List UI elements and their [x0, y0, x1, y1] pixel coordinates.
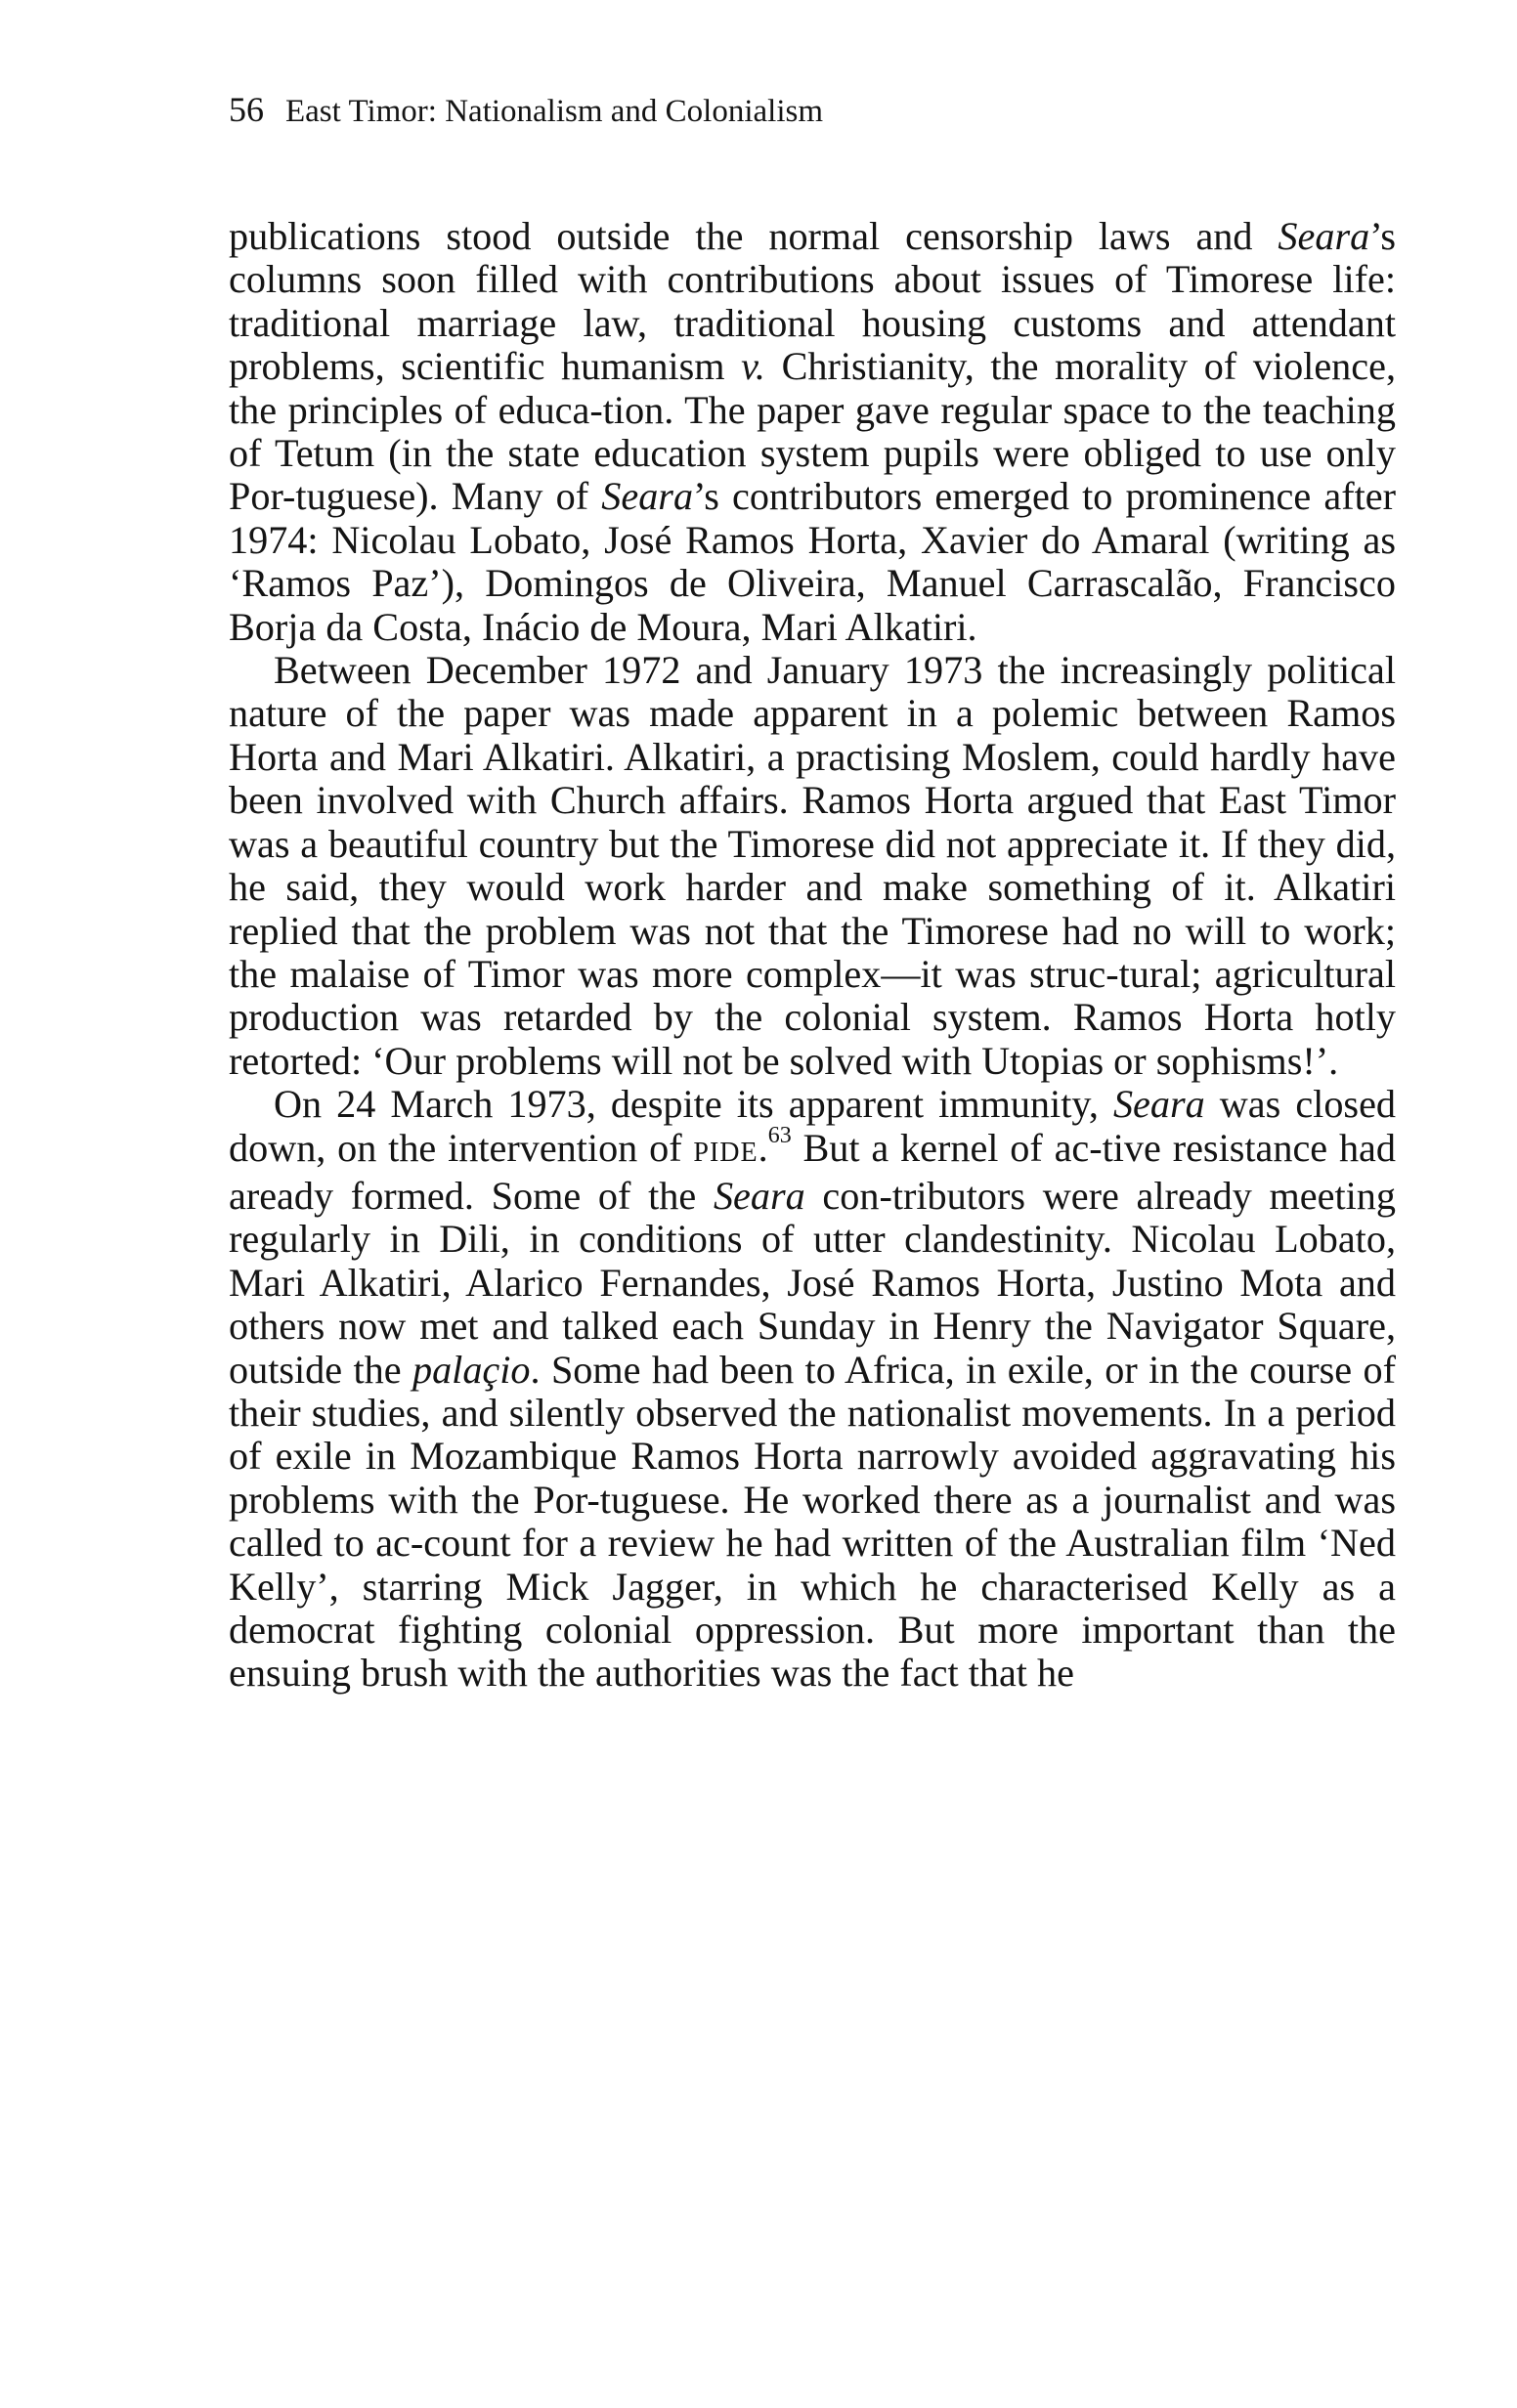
text-run: was closed down, on the intervention of: [229, 1082, 1396, 1170]
italic-title: Seara: [1112, 1082, 1205, 1127]
footnote-marker: 63: [767, 1123, 792, 1149]
paragraph-2: Between December 1972 and January 1973 the increasingly political nature of the paper was made apparent in a polemic between Ramos Horta and Mari Alkatiri. Alkatiri, a practising Moslem, could hardly have been involved with Church affairs. Ramos Horta argued that East Timor was a beautiful country but the Timorese did not appreciate it. If they did, he said, they would work harder and make something of it. Alkatiri replied that the problem was not that the Timorese had no will to work; the malaise of Timor was more complex—it was struc-tural; agricultural production was retarded by the colonial system. Ramos Horta hotly retorted: ‘Our problems will not be solved with Utopias or sophisms!’.: [229, 648, 1396, 1083]
italic-word: palaçio: [412, 1347, 531, 1392]
body-text: [229, 215, 1396, 1696]
text-run: Christianity, the morality of violence, the principles of educa-tion. The paper gave regular space to the teaching of Tetum (in the state education system pupils were obliged to use only Por-tuguese). Many of: [229, 344, 1396, 519]
text-run: On 24 March 1973, despite its apparent immunity,: [274, 1082, 1113, 1127]
italic-title: Seara: [1278, 214, 1370, 258]
paragraph-1: [229, 215, 1396, 649]
text-run: ’s columns soon filled with contributions about issues of Timorese life: traditional marriage law, traditional housing customs and attendant problems, scientific humanism: [229, 214, 1396, 389]
italic-title: Seara: [713, 1173, 805, 1218]
text-run: . Some had been to Africa, in exile, or in the course of their studies, and silently observed the nationalist movements. In a period of exile in Mozambique Ramos Horta narrowly avoided aggravating his problems with the Por-tuguese. He worked there as a journalist and was called to ac-count for a review he had written of the Australian film ‘Ned Kelly’, starring Mick Jagger, in which he characterised Kelly as a democrat fighting colonial oppression. But more important than the ensuing brush with the authorities was the fact that he: [229, 1347, 1396, 1696]
text-run: But a kernel of ac-tive resistance had aready formed. Some of the: [229, 1125, 1396, 1218]
running-head: [229, 90, 823, 131]
italic-title: Seara: [601, 474, 694, 519]
text-run: ’s contributors emerged to prominence after 1974: Nicolau Lobato, José Ramos Horta, Xavier do Amaral (writing as ‘Ramos Paz’), Domingos de Oliveira, Manuel Carrascalão, Francisco Borja da Costa, Inácio de Moura, Mari Alkatiri.: [229, 474, 1396, 649]
small-caps-acronym: PIDE: [693, 1137, 758, 1168]
running-title: East Timor: Nationalism and Colonialism: [285, 94, 824, 129]
text-run: con-tributors were already meeting regularly in Dili, in conditions of utter clandestinity. Nicolau Lobato, Mari Alkatiri, Alarico Fernandes, José Ramos Horta, Justino Mota and others now met and talked each Sunday in Henry the Navigator Square, outside the: [229, 1173, 1396, 1392]
text-run: .: [758, 1125, 768, 1170]
text-run: publications stood outside the normal censorship laws and: [229, 214, 1279, 258]
paragraph-3: [229, 1083, 1396, 1696]
page-number: 56: [229, 90, 264, 129]
italic-abbrev: v.: [741, 344, 765, 389]
